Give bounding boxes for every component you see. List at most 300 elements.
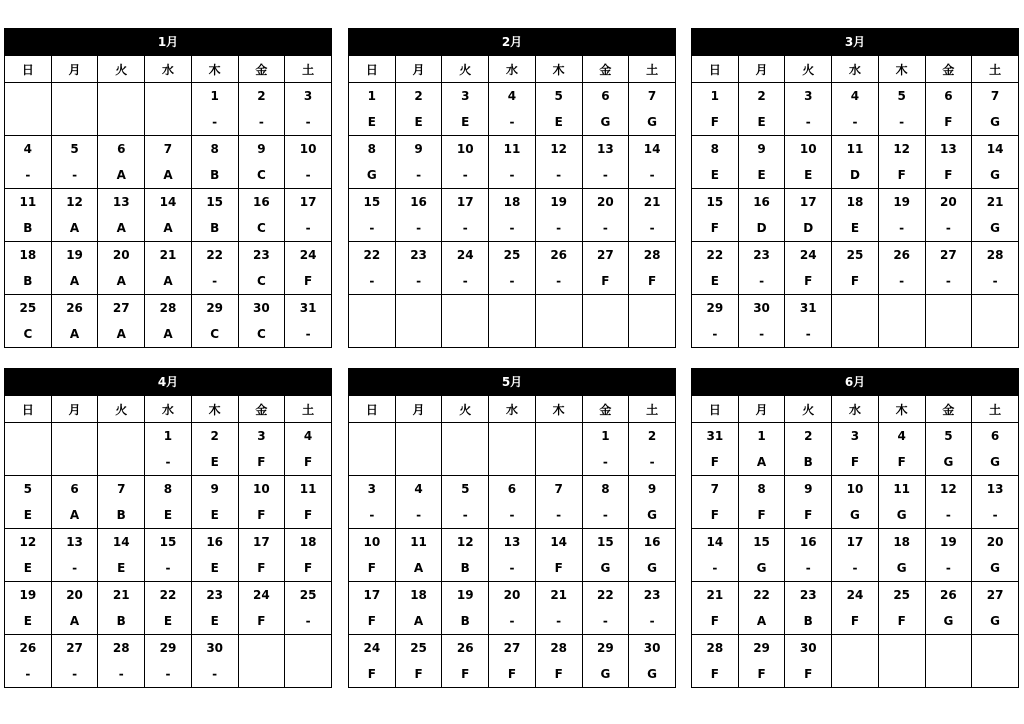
week-code-row [349,449,676,476]
week-code-row [692,162,1019,189]
day-number: 4 [5,136,52,163]
day-number: 24 [285,242,332,269]
weekday-header: 金 [582,56,629,83]
day-number: 13 [972,476,1019,503]
day-number [98,423,145,450]
day-number: 11 [395,529,442,556]
day-number [98,83,145,110]
weekday-header: 月 [51,396,98,423]
day-number: 21 [629,189,676,216]
weekday-header: 金 [582,396,629,423]
day-code: F [582,268,629,295]
day-code [285,661,332,688]
day-code: - [395,268,442,295]
day-number: 5 [535,83,582,110]
week-date-row [692,136,1019,163]
day-number: 6 [582,83,629,110]
day-code: - [785,555,832,582]
day-code: F [738,502,785,529]
day-code: D [832,162,879,189]
day-number: 16 [738,189,785,216]
day-code: B [191,162,238,189]
day-code: F [489,661,536,688]
weekday-header: 水 [489,396,536,423]
weekday-header-row [349,396,676,423]
weekday-header: 水 [489,56,536,83]
week-date-row [692,295,1019,322]
day-number: 2 [238,83,285,110]
day-code: - [582,608,629,635]
day-code: - [489,109,536,136]
week-date-row [349,635,676,662]
weekday-header: 土 [972,396,1019,423]
weekday-header: 日 [349,396,396,423]
day-number: 12 [878,136,925,163]
day-code: - [489,215,536,242]
day-number: 30 [238,295,285,322]
weekday-header: 土 [285,56,332,83]
day-code: E [535,109,582,136]
weekday-header: 木 [878,56,925,83]
day-number: 3 [285,83,332,110]
day-number: 5 [925,423,972,450]
day-code: F [285,449,332,476]
day-code [972,661,1019,688]
day-number: 30 [629,635,676,662]
day-number [925,635,972,662]
day-code: G [972,449,1019,476]
day-number: 6 [51,476,98,503]
day-code: - [395,502,442,529]
day-number: 16 [191,529,238,556]
day-number [629,295,676,322]
day-number [535,423,582,450]
day-code [98,449,145,476]
day-code: - [535,608,582,635]
day-code [238,661,285,688]
day-number: 19 [51,242,98,269]
day-code: - [972,268,1019,295]
week-date-row [5,423,332,450]
day-number: 15 [738,529,785,556]
day-number: 9 [238,136,285,163]
day-number: 4 [285,423,332,450]
weekday-header: 土 [629,396,676,423]
day-number: 10 [238,476,285,503]
week-code-row [692,321,1019,348]
day-number: 15 [191,189,238,216]
day-code [489,321,536,348]
weekday-header: 金 [238,56,285,83]
weekday-header: 月 [51,56,98,83]
week-date-row [5,635,332,662]
day-number: 20 [582,189,629,216]
day-code: F [832,449,879,476]
day-number: 2 [785,423,832,450]
week-code-row [692,449,1019,476]
day-code: - [349,215,396,242]
week-code-row [692,109,1019,136]
day-code: - [442,162,489,189]
week-code-row [5,502,332,529]
day-number: 1 [349,83,396,110]
day-code [442,449,489,476]
day-code: - [489,162,536,189]
day-code: C [5,321,52,348]
day-code [629,321,676,348]
day-number: 14 [145,189,192,216]
day-number: 5 [442,476,489,503]
day-number: 4 [395,476,442,503]
day-code: - [349,502,396,529]
day-number: 27 [582,242,629,269]
weekday-header: 土 [629,56,676,83]
day-number: 22 [145,582,192,609]
day-number: 28 [535,635,582,662]
day-number: 26 [535,242,582,269]
week-date-row [349,83,676,110]
day-number [51,423,98,450]
day-number [489,295,536,322]
day-number: 24 [832,582,879,609]
day-number: 8 [145,476,192,503]
day-number: 28 [629,242,676,269]
day-number: 18 [395,582,442,609]
week-code-row [349,608,676,635]
day-number: 16 [629,529,676,556]
day-number: 2 [738,83,785,110]
day-number: 7 [98,476,145,503]
weekday-header: 日 [692,56,739,83]
day-code: - [832,555,879,582]
day-number: 24 [442,242,489,269]
day-code: F [238,555,285,582]
day-code: G [349,162,396,189]
day-code: - [925,215,972,242]
day-number: 6 [98,136,145,163]
day-code [98,109,145,136]
day-code: G [582,109,629,136]
day-number: 13 [582,136,629,163]
day-number: 29 [582,635,629,662]
day-number [285,635,332,662]
day-number: 20 [925,189,972,216]
day-code: - [285,215,332,242]
day-number: 9 [395,136,442,163]
day-code: F [785,268,832,295]
day-number: 31 [285,295,332,322]
day-code [535,449,582,476]
day-number: 7 [535,476,582,503]
month-calendar [4,368,332,688]
day-number [535,295,582,322]
day-number [51,83,98,110]
day-code: G [832,502,879,529]
week-code-row [692,215,1019,242]
day-number [925,295,972,322]
day-code: - [191,268,238,295]
day-code: - [145,555,192,582]
day-code: F [629,268,676,295]
day-code: - [972,502,1019,529]
day-number: 25 [878,582,925,609]
weekday-header: 土 [285,396,332,423]
day-code: - [395,162,442,189]
day-code [349,321,396,348]
month-title: 2月 [348,28,676,55]
month-calendar [691,368,1019,688]
weekday-header: 月 [738,56,785,83]
week-code-row [5,321,332,348]
weekday-header: 水 [145,396,192,423]
day-number: 22 [582,582,629,609]
week-code-row [5,109,332,136]
day-code: A [738,608,785,635]
day-code: - [145,661,192,688]
weekday-header: 火 [785,396,832,423]
day-code: F [692,449,739,476]
day-code [5,109,52,136]
day-number: 28 [692,635,739,662]
day-number: 31 [785,295,832,322]
day-number [349,423,396,450]
day-code: F [878,449,925,476]
day-number: 14 [98,529,145,556]
weekday-header: 火 [442,396,489,423]
day-number: 21 [692,582,739,609]
day-code [145,109,192,136]
weekday-header: 木 [191,396,238,423]
day-number: 19 [535,189,582,216]
day-code: G [972,162,1019,189]
day-number [878,635,925,662]
day-code: F [442,661,489,688]
day-number: 21 [535,582,582,609]
day-code: - [535,162,582,189]
weekday-header-row [5,56,332,83]
day-number: 25 [5,295,52,322]
weekday-header: 日 [5,56,52,83]
day-code: F [535,555,582,582]
day-number: 8 [349,136,396,163]
day-code: F [349,555,396,582]
day-number: 8 [692,136,739,163]
day-number: 29 [738,635,785,662]
day-code: - [98,661,145,688]
weekday-header: 木 [191,56,238,83]
day-code: F [285,502,332,529]
day-code: F [878,608,925,635]
day-code: F [535,661,582,688]
day-code [349,449,396,476]
day-code: D [738,215,785,242]
week-date-row [5,136,332,163]
day-number: 27 [925,242,972,269]
day-code: - [442,502,489,529]
week-date-row [349,136,676,163]
day-code: G [738,555,785,582]
day-number: 15 [582,529,629,556]
month-calendar [4,28,332,348]
day-number: 14 [692,529,739,556]
day-code: - [442,215,489,242]
day-code: C [238,321,285,348]
day-number: 11 [832,136,879,163]
month-title: 6月 [691,368,1019,395]
day-code [535,321,582,348]
day-number: 10 [349,529,396,556]
day-code: G [582,555,629,582]
day-number: 19 [925,529,972,556]
day-code: A [51,215,98,242]
day-number [395,295,442,322]
day-number: 28 [972,242,1019,269]
day-number: 8 [738,476,785,503]
day-number: 19 [5,582,52,609]
day-number: 26 [925,582,972,609]
day-code: C [238,268,285,295]
day-code: - [5,661,52,688]
weekday-header: 金 [238,396,285,423]
day-number: 31 [692,423,739,450]
day-code: E [191,502,238,529]
day-number [972,635,1019,662]
weekday-header: 月 [395,56,442,83]
day-code: - [738,268,785,295]
weekday-header: 火 [785,56,832,83]
day-code: - [51,661,98,688]
day-number: 3 [832,423,879,450]
day-code: - [535,215,582,242]
day-code [582,321,629,348]
day-code: E [98,555,145,582]
day-number: 30 [738,295,785,322]
day-number: 24 [785,242,832,269]
day-number: 21 [98,582,145,609]
week-date-row [349,476,676,503]
day-number: 3 [442,83,489,110]
day-code [925,321,972,348]
day-code: - [629,608,676,635]
day-code: A [145,215,192,242]
day-number: 20 [51,582,98,609]
day-code: G [972,555,1019,582]
day-code: - [832,109,879,136]
day-number: 11 [5,189,52,216]
day-code: E [349,109,396,136]
day-number [582,295,629,322]
week-date-row [692,476,1019,503]
day-number: 28 [98,635,145,662]
day-code: F [692,109,739,136]
day-number: 12 [442,529,489,556]
week-date-row [692,529,1019,556]
day-number: 4 [832,83,879,110]
weekday-header: 土 [972,56,1019,83]
day-number: 20 [972,529,1019,556]
month-calendar [348,368,676,688]
day-code: B [191,215,238,242]
day-number: 15 [692,189,739,216]
day-number: 3 [238,423,285,450]
day-number: 26 [5,635,52,662]
day-code: E [785,162,832,189]
day-number: 23 [738,242,785,269]
day-code: A [98,162,145,189]
day-number [832,635,879,662]
day-code: F [349,608,396,635]
day-number: 3 [785,83,832,110]
week-code-row [5,215,332,242]
day-code: B [442,608,489,635]
day-code: F [878,162,925,189]
day-code: F [395,661,442,688]
day-code: B [5,215,52,242]
day-code: - [145,449,192,476]
day-code: E [145,502,192,529]
day-code: F [692,661,739,688]
week-code-row [5,162,332,189]
day-code: A [98,268,145,295]
day-code: - [878,268,925,295]
day-number: 18 [5,242,52,269]
day-number [238,635,285,662]
month-grid [348,55,676,348]
day-number: 27 [489,635,536,662]
week-date-row [349,423,676,450]
day-number: 9 [738,136,785,163]
day-code: - [629,449,676,476]
day-code: - [191,109,238,136]
day-number: 27 [51,635,98,662]
day-code: - [51,162,98,189]
week-code-row [692,502,1019,529]
week-code-row [349,502,676,529]
day-code: G [582,661,629,688]
day-code: - [489,502,536,529]
day-code: - [285,162,332,189]
week-code-row [349,321,676,348]
day-code: - [878,215,925,242]
day-number: 17 [238,529,285,556]
day-number: 12 [5,529,52,556]
weekday-header: 日 [5,396,52,423]
day-code [5,449,52,476]
day-number: 23 [629,582,676,609]
day-code: - [489,608,536,635]
day-code: - [395,215,442,242]
weekday-header: 火 [442,56,489,83]
day-code: E [832,215,879,242]
week-date-row [692,423,1019,450]
month-grid [4,55,332,348]
week-code-row [692,608,1019,635]
day-code: A [51,321,98,348]
day-number: 26 [878,242,925,269]
day-code: F [692,502,739,529]
day-code: B [442,555,489,582]
day-code: F [238,449,285,476]
week-code-row [349,661,676,688]
week-date-row [5,582,332,609]
day-code: - [925,502,972,529]
day-number: 25 [395,635,442,662]
day-code: - [629,162,676,189]
day-number: 18 [832,189,879,216]
day-code: E [692,162,739,189]
day-code: A [51,608,98,635]
day-number: 5 [878,83,925,110]
